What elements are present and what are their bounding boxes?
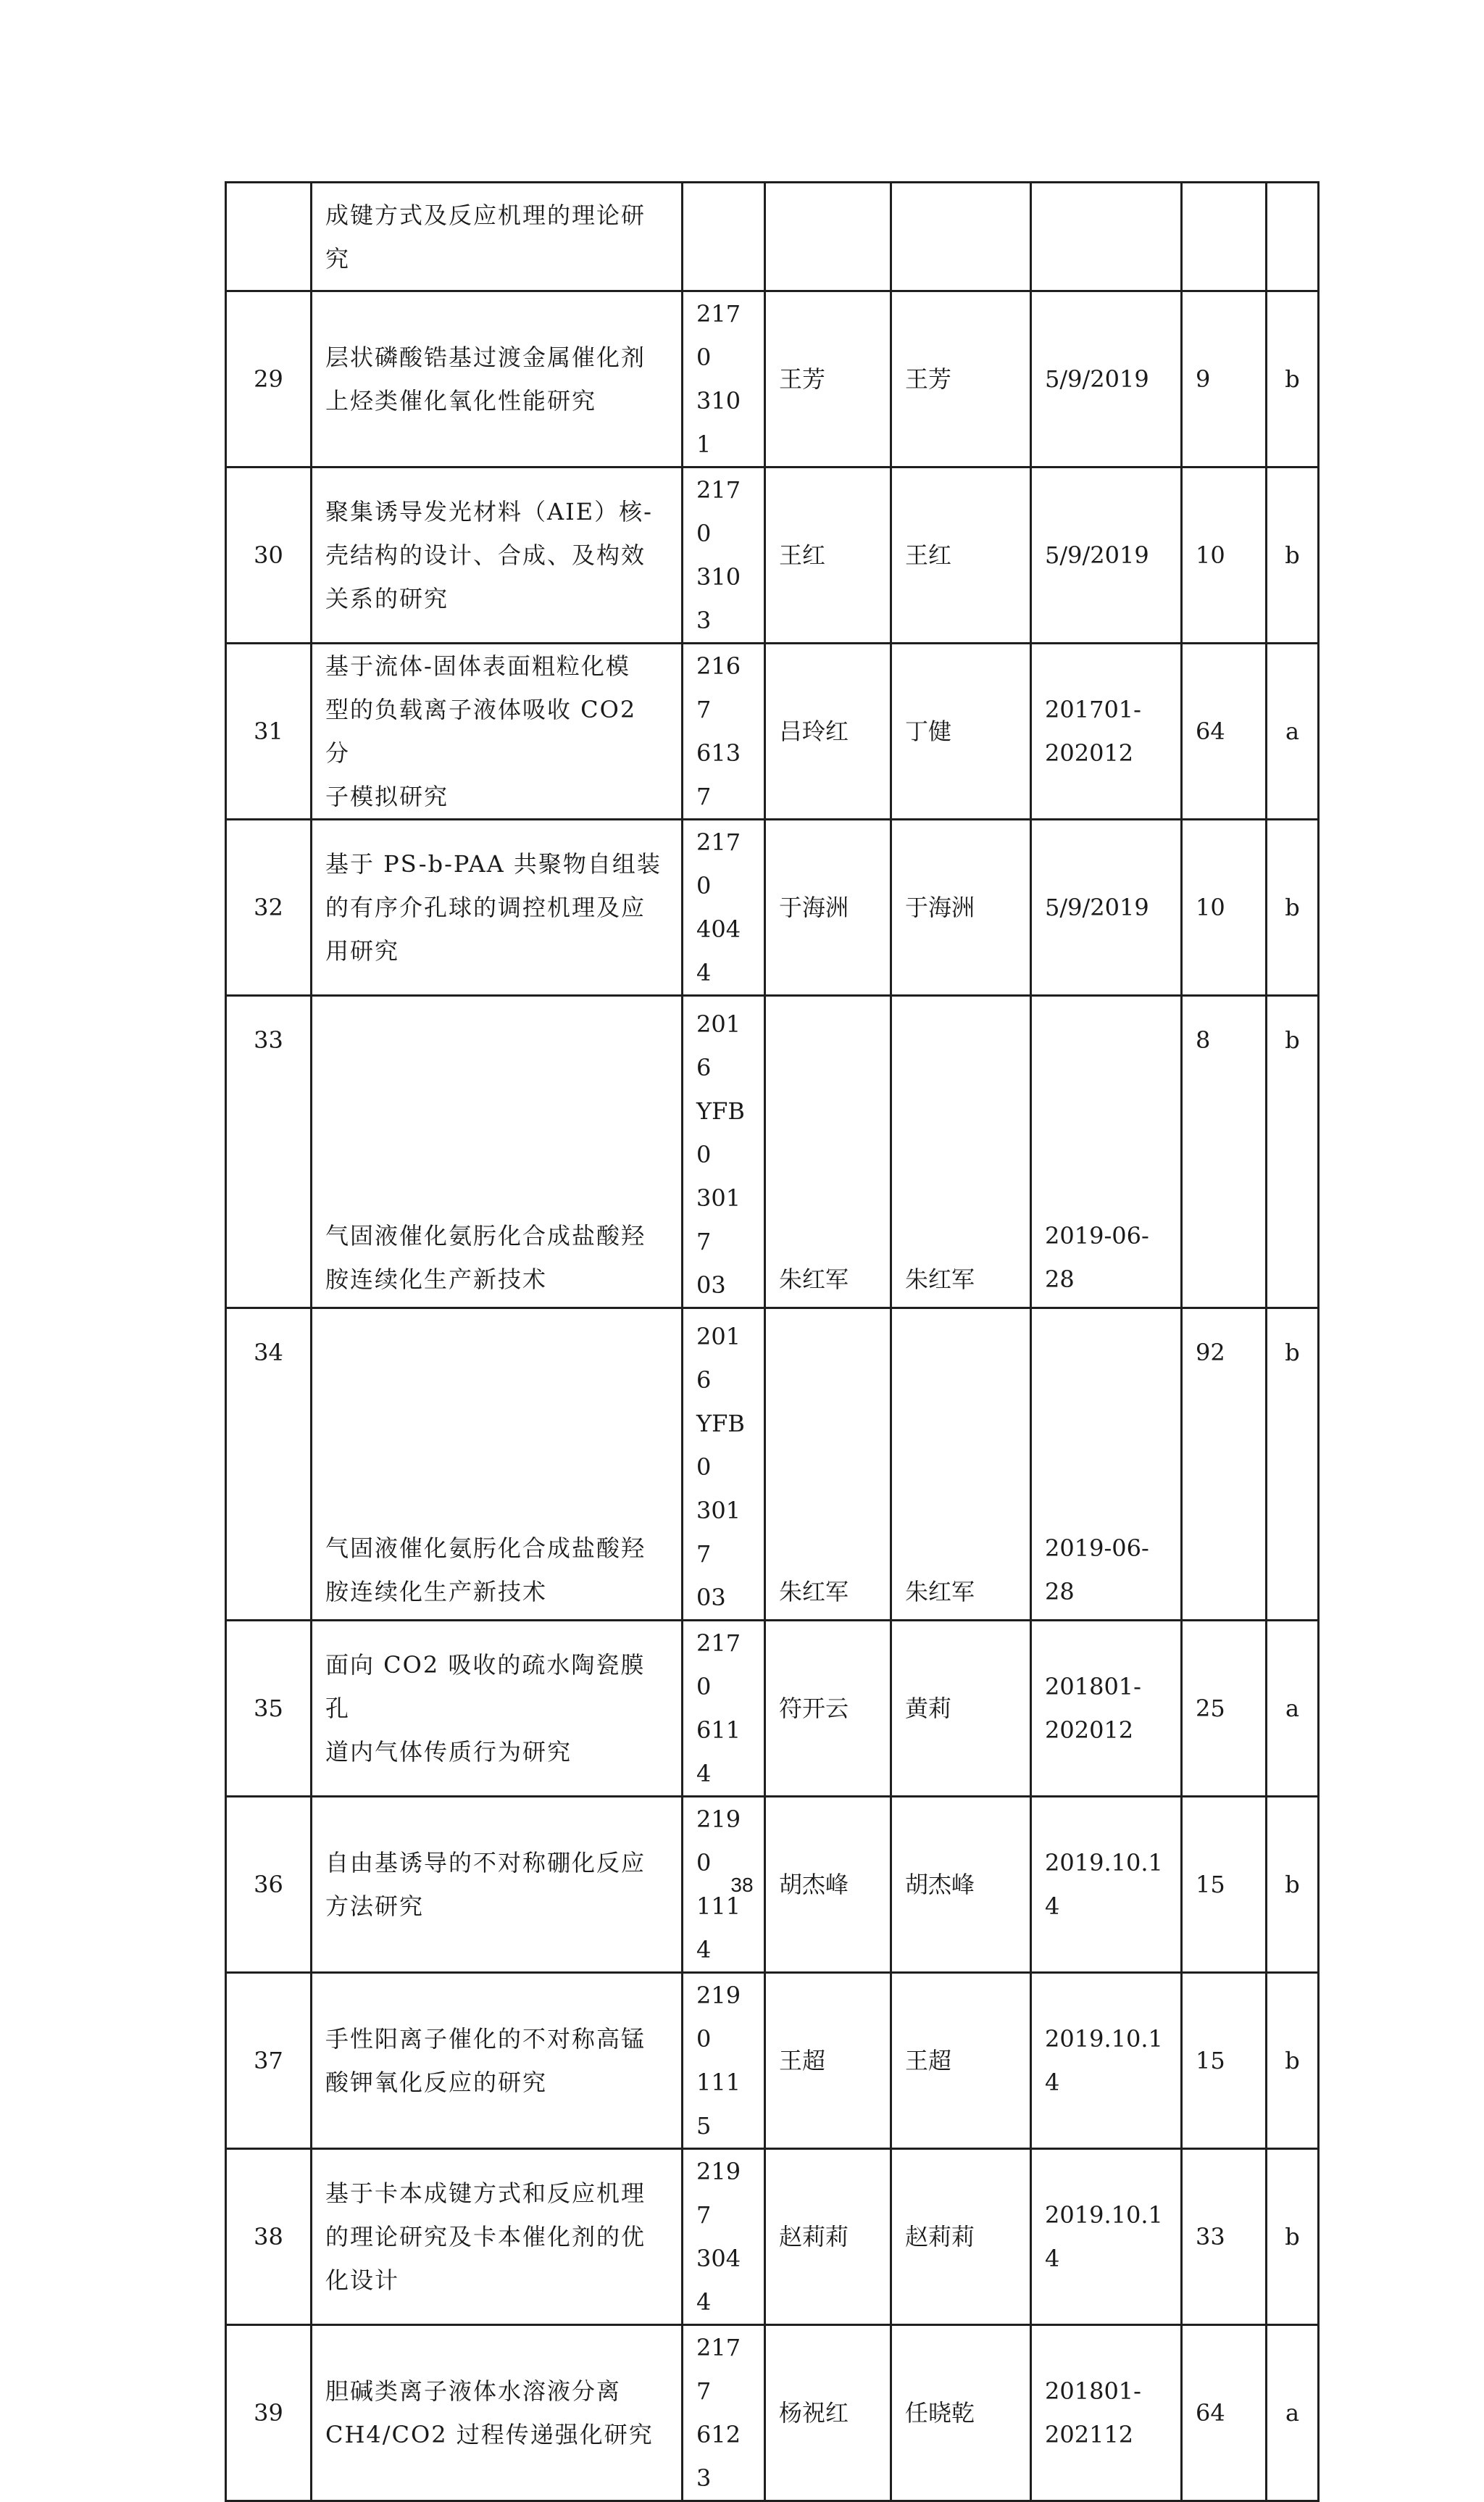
table-row: [226, 2325, 1319, 2501]
project-code-line: 2177: [696, 2334, 741, 2405]
project-date-line: 202012: [1045, 739, 1134, 767]
project-title-line: 手性阳离子催化的不对称高锰: [325, 2025, 646, 2053]
project-code-line: 03: [696, 1271, 726, 1299]
project-code-cell: [683, 644, 765, 820]
category-cell: b: [1267, 2149, 1319, 2325]
project-title-line: 关系的研究: [325, 585, 449, 612]
project-date-line: 2019.10.1: [1045, 2201, 1163, 2229]
project-date-cell: [1031, 820, 1182, 996]
project-title-cell: [312, 644, 683, 820]
project-code-line: 2167: [696, 652, 741, 723]
project-title-cell: [312, 1308, 683, 1621]
project-code-line: 6123: [696, 2421, 741, 2492]
category-cell: b: [1267, 291, 1319, 467]
principal-investigator-cell: 王超: [891, 1973, 1031, 2149]
project-title-line: CH4/CO2 过程传递强化研究: [325, 2421, 654, 2448]
project-code-cell: [683, 1308, 765, 1621]
project-code-line: 2170: [696, 476, 741, 547]
project-title-cell: [312, 1621, 683, 1797]
project-code-line: YFB0: [696, 1410, 745, 1481]
project-title-line: 面向 CO2 吸收的疏水陶瓷膜孔: [325, 1651, 646, 1722]
project-date-line: 2019-06-: [1045, 1534, 1149, 1562]
project-date-cell: [1031, 1621, 1182, 1797]
project-table: [225, 181, 1320, 2502]
project-code-line: 6137: [696, 739, 741, 810]
principal-investigator-cell: 胡杰峰: [891, 1797, 1031, 1973]
project-title-line: 子模拟研究: [325, 783, 449, 810]
project-title-line: 聚集诱导发光材料（AIE）核-: [325, 498, 653, 525]
project-title-line: 酸钾氧化反应的研究: [325, 2069, 548, 2096]
project-leader-cell: 朱红军: [765, 996, 891, 1308]
project-title-cell: [312, 996, 683, 1308]
project-code-line: 2016: [696, 1010, 741, 1081]
principal-investigator-cell: 黄莉: [891, 1621, 1031, 1797]
funding-amount-cell: 10: [1182, 820, 1267, 996]
row-number-cell: [226, 183, 312, 291]
project-title-line: 基于流体-固体表面粗粒化模: [325, 652, 630, 680]
project-title-cell: [312, 820, 683, 996]
table-row: [226, 183, 1319, 291]
project-date-cell: [1031, 467, 1182, 644]
project-leader-cell: 胡杰峰: [765, 1797, 891, 1973]
project-date-cell: [1031, 183, 1182, 291]
project-date-cell: [1031, 2149, 1182, 2325]
row-number-cell: 33: [226, 996, 312, 1308]
project-code-line: 3017: [696, 1497, 741, 1568]
funding-amount-cell: 25: [1182, 1621, 1267, 1797]
project-title-line: 气固液催化氨肟化合成盐酸羟: [325, 1534, 646, 1562]
project-date-line: 5/9/2019: [1045, 541, 1149, 569]
project-code-cell: [683, 2149, 765, 2325]
project-title-cell: [312, 1973, 683, 2149]
project-code-cell: [683, 1973, 765, 2149]
project-date-line: 2019.10.1: [1045, 2025, 1163, 2053]
table-row: [226, 644, 1319, 820]
project-title-line: 型的负载离子液体吸收 CO2 分: [325, 696, 637, 767]
project-title-line: 基于卡本成键方式和反应机理: [325, 2179, 646, 2207]
funding-amount-cell: 92: [1182, 1308, 1267, 1621]
principal-investigator-cell: [891, 183, 1031, 291]
category-cell: a: [1267, 1621, 1319, 1797]
principal-investigator-cell: 于海洲: [891, 820, 1031, 996]
funding-amount-cell: 15: [1182, 1973, 1267, 2149]
category-cell: b: [1267, 1308, 1319, 1621]
project-date-cell: [1031, 996, 1182, 1308]
funding-amount-cell: 15: [1182, 1797, 1267, 1973]
project-title-line: 气固液催化氨肟化合成盐酸羟: [325, 1222, 646, 1250]
table-row: [226, 467, 1319, 644]
project-title-line: 上烃类催化氧化性能研究: [325, 387, 597, 415]
project-date-line: 2019-06-: [1045, 1222, 1149, 1250]
principal-investigator-cell: 王芳: [891, 291, 1031, 467]
project-date-line: 202112: [1045, 2421, 1134, 2448]
principal-investigator-cell: 王红: [891, 467, 1031, 644]
project-title-line: 胺连续化生产新技术: [325, 1578, 548, 1605]
row-number-cell: 34: [226, 1308, 312, 1621]
project-code-line: 1115: [696, 2069, 741, 2140]
project-code-line: 03: [696, 1584, 726, 1611]
row-number-cell: 32: [226, 820, 312, 996]
project-date-line: 5/9/2019: [1045, 894, 1149, 921]
project-leader-cell: 王芳: [765, 291, 891, 467]
project-code-line: 2170: [696, 828, 741, 899]
project-code-cell: [683, 467, 765, 644]
principal-investigator-cell: 朱红军: [891, 996, 1031, 1308]
project-date-line: 202012: [1045, 1716, 1134, 1744]
project-title-cell: [312, 2325, 683, 2501]
funding-amount-cell: 10: [1182, 467, 1267, 644]
principal-investigator-cell: 赵莉莉: [891, 2149, 1031, 2325]
project-date-cell: [1031, 2325, 1182, 2501]
funding-amount-cell: 8: [1182, 996, 1267, 1308]
project-date-line: 201801-: [1045, 2377, 1141, 2405]
funding-amount-cell: 33: [1182, 2149, 1267, 2325]
project-title-line: 层状磷酸锆基过渡金属催化剂: [325, 344, 646, 371]
principal-investigator-cell: 丁健: [891, 644, 1031, 820]
project-title-line: 道内气体传质行为研究: [325, 1738, 572, 1766]
project-date-line: 201701-: [1045, 696, 1141, 723]
project-code-cell: [683, 996, 765, 1308]
project-leader-cell: 朱红军: [765, 1308, 891, 1621]
row-number-cell: 36: [226, 1797, 312, 1973]
row-number-cell: 35: [226, 1621, 312, 1797]
project-code-line: 3044: [696, 2245, 741, 2316]
table-row: [226, 1973, 1319, 2149]
project-leader-cell: 赵莉莉: [765, 2149, 891, 2325]
project-title-cell: [312, 2149, 683, 2325]
project-date-cell: [1031, 1308, 1182, 1621]
project-date-line: 2019.10.1: [1045, 1849, 1163, 1876]
category-cell: b: [1267, 820, 1319, 996]
project-code-line: 2197: [696, 2158, 741, 2229]
project-date-line: 4: [1045, 2245, 1060, 2272]
project-title-line: 成键方式及反应机理的理论研: [325, 201, 646, 229]
principal-investigator-cell: 任晓乾: [891, 2325, 1031, 2501]
table-row: [226, 2149, 1319, 2325]
project-title-cell: [312, 183, 683, 291]
project-title-line: 的有序介孔球的调控机理及应: [325, 894, 646, 921]
category-cell: b: [1267, 1797, 1319, 1973]
project-title-line: 究: [325, 244, 351, 273]
project-date-line: 5/9/2019: [1045, 365, 1149, 393]
row-number-cell: 30: [226, 467, 312, 644]
project-leader-cell: 杨祝红: [765, 2325, 891, 2501]
project-code-cell: [683, 2325, 765, 2501]
project-date-cell: [1031, 291, 1182, 467]
project-code-line: 2170: [696, 1629, 741, 1700]
category-cell: a: [1267, 2325, 1319, 2501]
project-title-line: 用研究: [325, 937, 400, 965]
project-title-line: 的理论研究及卡本催化剂的优: [325, 2223, 646, 2250]
principal-investigator-cell: 朱红军: [891, 1308, 1031, 1621]
project-code-cell: [683, 291, 765, 467]
project-date-line: 28: [1045, 1578, 1075, 1605]
project-leader-cell: 王超: [765, 1973, 891, 2149]
project-title-line: 方法研究: [325, 1892, 425, 1920]
category-cell: [1267, 183, 1319, 291]
project-code-line: 3017: [696, 1184, 741, 1255]
project-code-line: 1114: [696, 1892, 741, 1963]
project-title-line: 化设计: [325, 2266, 400, 2294]
table-row: [226, 1621, 1319, 1797]
category-cell: a: [1267, 644, 1319, 820]
project-code-line: 3103: [696, 563, 741, 634]
project-leader-cell: 于海洲: [765, 820, 891, 996]
project-leader-cell: 王红: [765, 467, 891, 644]
project-code-line: 2170: [696, 300, 741, 371]
category-cell: b: [1267, 996, 1319, 1308]
project-date-line: 4: [1045, 1892, 1060, 1920]
project-date-cell: [1031, 644, 1182, 820]
project-code-line: 6114: [696, 1716, 741, 1787]
project-code-line: 3101: [696, 387, 741, 458]
category-cell: b: [1267, 1973, 1319, 2149]
project-code-line: 2190: [696, 1805, 741, 1876]
funding-amount-cell: 64: [1182, 2325, 1267, 2501]
funding-amount-cell: 64: [1182, 644, 1267, 820]
project-title-line: 自由基诱导的不对称硼化反应: [325, 1849, 646, 1876]
row-number-cell: 38: [226, 2149, 312, 2325]
project-title-line: 胆碱类离子液体水溶液分离: [325, 2377, 622, 2405]
project-code-cell: [683, 1621, 765, 1797]
project-title-line: 壳结构的设计、合成、及构效: [325, 541, 646, 569]
project-title-cell: [312, 291, 683, 467]
project-code-cell: [683, 820, 765, 996]
project-code-line: 2190: [696, 1982, 741, 2053]
row-number-cell: 29: [226, 291, 312, 467]
page-number: 38: [730, 1874, 754, 1896]
project-title-line: 基于 PS-b-PAA 共聚物自组装: [325, 850, 662, 878]
project-date-line: 201801-: [1045, 1673, 1141, 1700]
funding-amount-cell: 9: [1182, 291, 1267, 467]
category-cell: b: [1267, 467, 1319, 644]
project-code-line: YFB0: [696, 1097, 745, 1168]
project-code-cell: [683, 183, 765, 291]
project-code-line: 2016: [696, 1323, 741, 1394]
project-title-cell: [312, 467, 683, 644]
table-row: [226, 820, 1319, 996]
project-date-cell: [1031, 1973, 1182, 2149]
row-number-cell: 39: [226, 2325, 312, 2501]
table-row: [226, 1308, 1319, 1621]
project-leader-cell: 符开云: [765, 1621, 891, 1797]
project-code-line: 4044: [696, 915, 741, 986]
project-date-line: 28: [1045, 1265, 1075, 1293]
table-row: [226, 291, 1319, 467]
table-row: [226, 996, 1319, 1308]
table-body: [226, 183, 1319, 2501]
project-date-line: 4: [1045, 2069, 1060, 2096]
project-title-line: 胺连续化生产新技术: [325, 1265, 548, 1293]
project-leader-cell: 吕玲红: [765, 644, 891, 820]
row-number-cell: 31: [226, 644, 312, 820]
project-leader-cell: [765, 183, 891, 291]
funding-amount-cell: [1182, 183, 1267, 291]
row-number-cell: 37: [226, 1973, 312, 2149]
